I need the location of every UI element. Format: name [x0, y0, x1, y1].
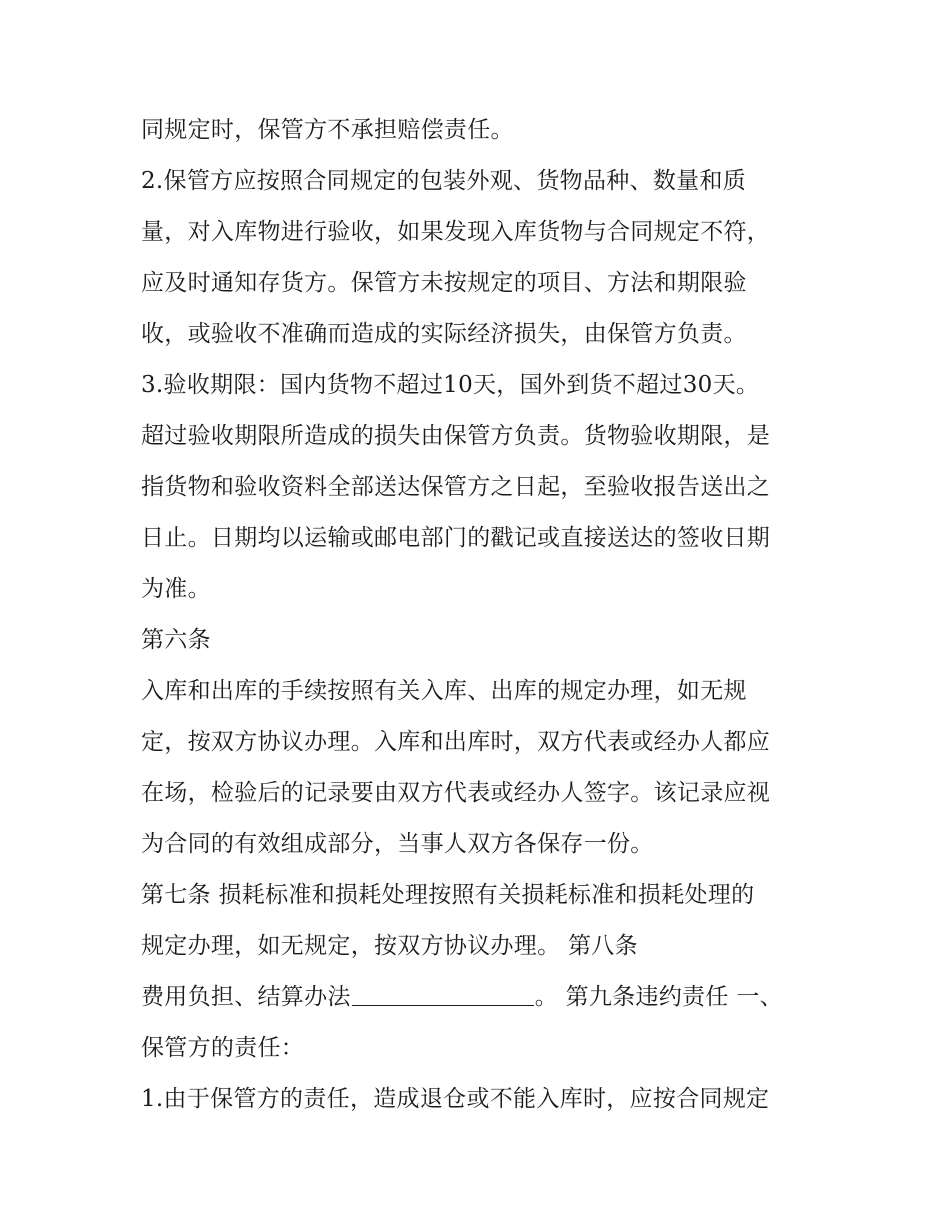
- text-line: 规定办理，如无规定，按双方协议办理。 第八条: [141, 933, 638, 959]
- text-line: 同规定时，保管方不承担赔偿责任。: [141, 117, 514, 143]
- text-line: 指货物和验收资料全部送达保管方之日起，至验收报告送出之: [141, 474, 771, 500]
- fee-line: [141, 982, 783, 1012]
- text-line: 超过验收期限所造成的损失由保管方负责。货物验收期限，是: [141, 423, 771, 449]
- text-line: 收，或验收不准确而造成的实际经济损失，由保管方负责。: [141, 321, 747, 347]
- text-line: 为准。: [141, 576, 211, 602]
- text-line: 第七条 损耗标准和损耗处理按照有关损耗标准和损耗处理的: [141, 882, 755, 908]
- section-heading: 第六条: [141, 627, 211, 653]
- text-line: 1.由于保管方的责任，造成退仓或不能入库时，应按合同规定: [141, 1086, 770, 1112]
- text-line: 3.验收期限：国内货物不超过10天，国外到货不超过30天。: [141, 372, 760, 398]
- text-line: 定，按双方协议办理。入库和出库时，双方代表或经办人都应: [141, 729, 771, 755]
- text-line: 2.保管方应按照合同规定的包装外观、货物品种、数量和质: [141, 168, 747, 194]
- fill-in-blank: [352, 1003, 534, 1006]
- text-line: 应及时通知存货方。保管方未按规定的项目、方法和期限验: [141, 270, 747, 296]
- text-line: 入库和出库的手续按照有关入库、出库的规定办理，如无规: [141, 678, 747, 704]
- text-line: 量，对入库物进行验收，如果发现入库货物与合同规定不符，: [141, 219, 771, 245]
- text-line: 在场，检验后的记录要由双方代表或经办人签字。该记录应视: [141, 780, 771, 806]
- text-line: 为合同的有效组成部分，当事人双方各保存一份。: [141, 831, 654, 857]
- text-line: 保管方的责任：: [141, 1035, 305, 1061]
- fee-line-prefix: 费用负担、结算办法: [141, 984, 351, 1010]
- text-line: 日止。日期均以运输或邮电部门的戳记或直接送达的签收日期: [141, 525, 771, 551]
- fee-line-suffix: 。 第九条违约责任 一、: [534, 984, 783, 1010]
